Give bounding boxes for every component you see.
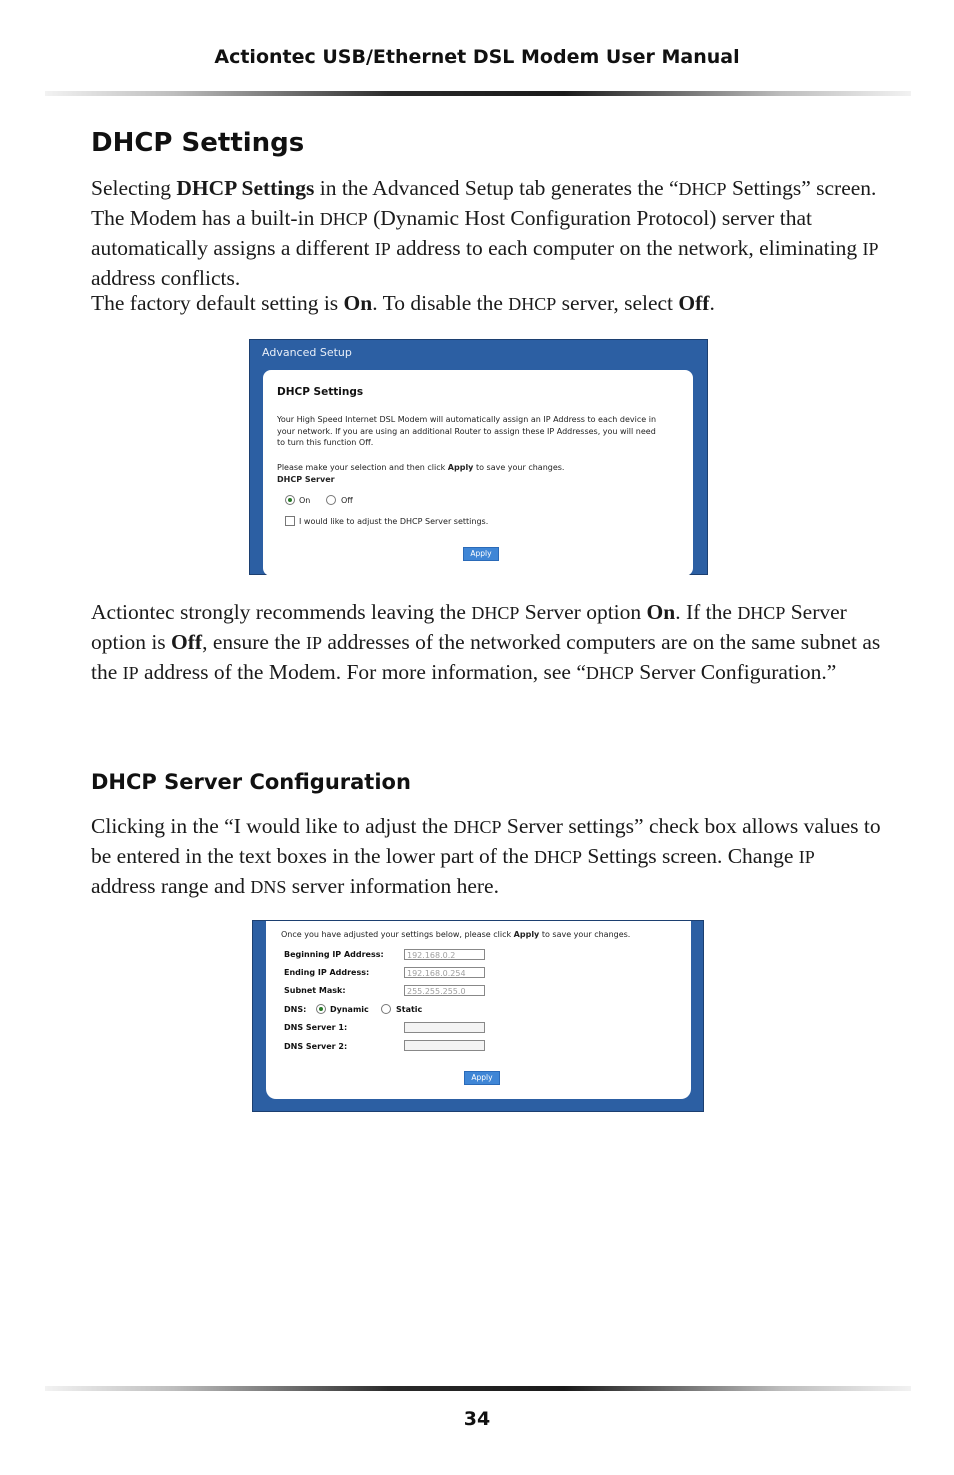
panel-instruction: Please make your selection and then click Apply to save your changes. bbox=[277, 463, 565, 472]
page-number: 34 bbox=[463, 1408, 491, 1430]
beginning-ip-label: Beginning IP Address: bbox=[284, 950, 384, 959]
adjust-settings-label: I would like to adjust the DHCP Server settings. bbox=[299, 517, 489, 526]
ending-ip-label: Ending IP Address: bbox=[284, 968, 370, 977]
adjust-settings-checkbox[interactable] bbox=[285, 516, 295, 526]
header-divider bbox=[45, 91, 911, 96]
panel-description: Your High Speed Internet DSL Modem will automatically assign an IP Address to each device in your network. If you are using an additional Router to assign these IP Addresses, you will need to turn this function Off. bbox=[277, 415, 657, 447]
dns-static-radio[interactable] bbox=[381, 1004, 391, 1014]
manual-header-title: Actiontec USB/Ethernet DSL Modem User Manual bbox=[214, 46, 740, 68]
dns-label: DNS: bbox=[284, 1005, 307, 1014]
radio-off-label: Off bbox=[341, 496, 353, 505]
config-instruction: Once you have adjusted your settings below, please click Apply to save your changes. bbox=[281, 930, 631, 939]
settings-panel bbox=[263, 370, 693, 576]
config-apply-button[interactable]: Apply bbox=[464, 1071, 500, 1085]
subnet-mask-label: Subnet Mask: bbox=[284, 986, 346, 995]
dns-dynamic-label: Dynamic bbox=[330, 1005, 369, 1014]
beginning-ip-field[interactable]: 192.168.0.2 bbox=[404, 949, 485, 960]
dns-static-label: Static bbox=[396, 1005, 423, 1014]
dhcp-server-config-screenshot bbox=[252, 920, 704, 1112]
radio-on[interactable] bbox=[285, 495, 295, 505]
configuration-paragraph: Clicking in the “I would like to adjust the DHCP Server settings” check box allows values to be entered in the text boxes in the lower part of the DHCP Settings screen. Change IP address range and DNS server information here. bbox=[91, 814, 881, 898]
dhcp-settings-screenshot bbox=[249, 339, 708, 575]
radio-off[interactable] bbox=[326, 495, 336, 505]
apply-button[interactable]: Apply bbox=[463, 547, 499, 561]
panel-title: DHCP Settings bbox=[277, 386, 364, 398]
dns-server-1-field[interactable] bbox=[404, 1022, 485, 1033]
footer-divider bbox=[45, 1386, 911, 1391]
intro-paragraph: Selecting DHCP Settings in the Advanced Setup tab generates the “DHCP Settings” screen. The Modem has a built-in DHCP (Dynamic Host Configuration Protocol) server that automatically assigns a different IP address to each computer on the network, eliminating IP address conflicts. bbox=[91, 176, 879, 290]
subnet-mask-field[interactable]: 255.255.255.0 bbox=[404, 985, 485, 996]
dhcp-server-label: DHCP Server bbox=[277, 475, 335, 484]
dns-server-1-label: DNS Server 1: bbox=[284, 1023, 348, 1032]
subsection-title: DHCP Server Configuration bbox=[91, 770, 411, 794]
window-title: Advanced Setup bbox=[262, 346, 352, 359]
dns-dynamic-radio[interactable] bbox=[316, 1004, 326, 1014]
default-setting-paragraph: The factory default setting is On. To disable the DHCP server, select Off. bbox=[91, 291, 715, 315]
dns-server-2-field[interactable] bbox=[404, 1040, 485, 1051]
radio-on-label: On bbox=[299, 496, 311, 505]
section-title: DHCP Settings bbox=[91, 128, 305, 158]
ending-ip-field[interactable]: 192.168.0.254 bbox=[404, 967, 485, 978]
recommendation-paragraph: Actiontec strongly recommends leaving the DHCP Server option On. If the DHCP Server option is Off, ensure the IP addresses of the networked computers are on the same subnet as the IP address of the Modem. For more information, see “DHCP Server Configuration.” bbox=[91, 600, 881, 684]
dns-server-2-label: DNS Server 2: bbox=[284, 1042, 348, 1051]
config-panel bbox=[266, 921, 691, 1099]
